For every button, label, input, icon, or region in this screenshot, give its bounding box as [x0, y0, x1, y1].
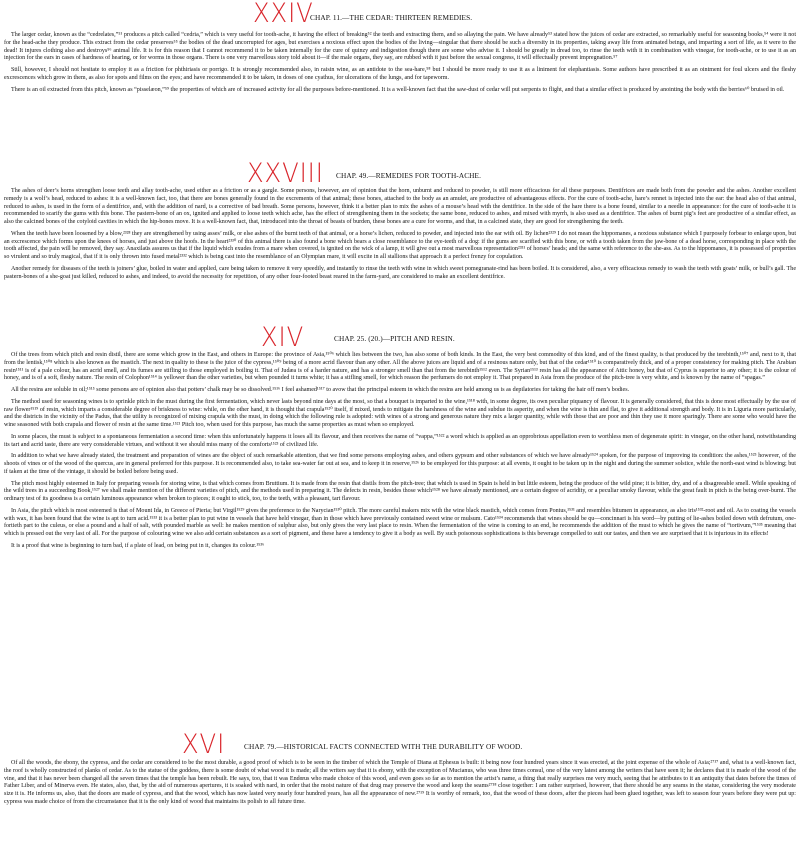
- paragraph: There is an oil extracted from this pitch, known as “pisselæon,”⁵⁹ the properties of which are of increased activity for all the purposes before-mentioned. It is a well-known fact that the saw-dust of cedar will put serpents to flight, and that a similar effect is produced by anointing the body with the berries⁶⁰ bruised in oil.: [11, 86, 785, 93]
- section-heading: [4, 2, 796, 32]
- roman-numeral-mark: XVI: [182, 729, 226, 760]
- paragraph: In Asia, the pitch which is most esteemed is that of Mount Ida, in Greece of Pieria; but Virgil¹⁵²⁹ gives the preference to the Narycian¹⁵³⁰ pitch. The more careful makers mix with the wine black mastich, which comes from Pontus,¹⁵³¹ and resembles bitumen in appearance, as also iris¹⁵³²-root and oil. As to coating the vessels with wax, it has been found that the wine is apt to turn acid.¹⁵³³ it is a better plan to put wine in vessels that have held vinegar, than in those which have previously contained sweet wine or mulsum. Cato¹⁵³⁴ recommends that wines should be qu—concinnari is his word—by putting of lie-ashes boiled down with defrutum, one-fortieth part to the culeus, or else a pound and a half of salt, with pounded marble as well: he makes mention of sulphur also, but only gives the very last place to resin. When the fermentation of the wine is coming to an end, he recommends the addition of the must to which he gives the name of “tortivum,”¹⁵³⁵ meaning that which is pressed out the very last of all. For the purpose of colouring wine we also add certain substances as a sort of pigment, and these have a tendency to give it a body as well. By such poisonous sophistications is this beverage compelled to suit our tastes, and then we are surprised that it is injurious in its effects!: [4, 507, 796, 537]
- paragraph: In some places, the must is subject to a spontaneous fermentation a second time: when this unfortunately happens it loses all its flavour, and then receives the name of “vappa,”¹⁵²² a word which is applied as an opprobrious appellation even to worthless men of degenerate spirit: in vinegar, on the other hand, notwithstanding its tart and acrid taste, there are very considerable virtues, and without it we should miss many of the comforts¹⁵²³ of civilized life.: [4, 433, 796, 448]
- section-cedar: [4, 2, 796, 98]
- paragraph: In addition to what we have already stated, the treatment and preparation of wines are the object of such remarkable attention, that we find some persons employing ashes, and others gypsum and other substances of which we have already¹⁵²⁴ spoken, for the purpose of improving its condition: the ashes,¹⁵²⁵ however, of the shoots of vines or of the wood of the quercus, are in general preferred for this purpose. It is recommended also, to take sea-water far out at sea, and to keep it in reserve,¹⁵²⁶ to be employed for this purpose: at all events, it ought to be taken up in the night and during the summer solstice, while the north-east wind is blowing; but if taken at the time of the vintage, it should be boiled before being used.: [4, 453, 796, 475]
- roman-numeral-mark: XXVIII: [247, 158, 324, 189]
- section-pitch-and-resin: [4, 322, 796, 555]
- section-heading: [4, 158, 796, 188]
- paragraph: Of the trees from which pitch and resin distil, there are some which grow in the East, and others in Europe: the province of Asia,¹⁵⁰⁶ which lies between the two, has also some of both kinds. In the East, the very best commodity of this kind, and of the finest quality, is that produced by the terebinth,¹⁵⁰⁷ and, next to it, that from the lentisk,¹⁵⁰⁸ which is also known as the mastich. The next in quality to these is the juice of the cypress,¹⁵⁰⁹ being of a more acrid flavour than any other. All the above juices are liquid and of a resinous nature only, but that of the cedar¹⁵¹⁰ is comparatively thick, and of a proper consistency for making pitch. The Arabian resin¹⁵¹¹ is of a pale colour, has an acrid smell, and its fumes are stifling to those employed in boiling it. That of Judæa is of a harder nature, and has a stronger smell than that from the terebinth¹⁵¹² even. The Syrian¹⁵¹³ resin has all the appearance of Attic honey, but that of Cyprus is superior to any other; it is the colour of honey, and is of a soft, fleshy nature. The resin of Colophon¹⁵¹⁴ is yellower than the other varieties, but when pounded it turns white; it has a stifling smell, for which reason the perfumers do not employ it. That prepared in Asia from the produce of the pitch-tree is very white, and is known by the name of “spagas.”: [4, 352, 796, 382]
- paragraph: The method used for seasoning wines is to sprinkle pitch in the must during the first fermentation, which never lasts beyond nine days at the most, so that a bouquet is imparted to the wine,¹⁵¹⁸ with, in some degree, its own peculiar piquancy of flavour. It is generally considered, that this is done most effectually by the use of raw flower¹⁵¹⁹ of resin, which imparts a considerable degree of briskness to wine: while, on the other hand, it is thought that crapula¹⁵²⁰ itself, if mixed, tends to mitigate the harshness of the wine and subdue its asperity, and when the wine is thin and flat, to give it additional strength and body. It is in Liguria more particularly, and the districts in the vicinity of the Padus, that the utility is recognized of mixing crapula with the must, in doing which the following rule is adopted: with wines of a strong and generous nature they mix a larger quantity, while with those that are poor and thin they use it more sparingly. There are some who would have the wine seasoned with both crapula and flower of resin at the same time.¹⁵²¹ Pitch too, when used for this purpose, has much the same properties as must when so employed.: [4, 398, 796, 428]
- roman-numeral-mark: XIV: [261, 322, 305, 353]
- paragraph: The larger cedar, known as the “cedrelates,”⁵¹ produces a pitch called “cedria,” which is very useful for tooth-ache, it having the effect of breaking⁵² the teeth and extracting them, and so allaying the pain. We have already⁵³ stated how the juices of cedar are extracted, so remarkably useful for seasoning books,⁵⁴ were it not for the head-ache they produce. This extract from the cedar preserves⁵⁵ the bodies of the dead uncorrupted for ages, but exercises a noxious effect upon the bodies of the living—singular that there should be such a diversity in its properties, taking away life from animated beings, and imparting a sort of life, as it were to the dead! It injures clothing also and destroys⁵⁶ animal life. It is for this reason that I cannot recommend it to be taken internally for the cure of quinzy and indigestion though there are some who advise it. I should be greatly in dread too, to rinse the teeth with it in combination with vinegar, for tooth-ache, or to use it as an injection for the ears in cases of hardness of hearing, or for worms in those organs. There is one very marvellous story told about it—if the male organs, they say, are rubbed with it just before the sexual congress, it will effectually prevent impregnation.⁵⁷: [4, 32, 796, 62]
- paragraph: Still, however, I should not hesitate to employ it as a friction for phthiriasis or porrigo. It is strongly recommended also, in raisin wine, as an antidote to the sea-hare,⁵⁸ but I should be more ready to use it as a liniment for elephantiasis. Some authors have prescribed it as an ointment for foul ulcers and the fleshy excrescences which grow in them, as also for spots and films on the eyes; and have recommended it to be taken, in doses of one cyathus, for ulcerations of the lungs, and for tapeworm.: [4, 67, 796, 81]
- paragraph: Of all the woods, the ebony, the cypress, and the cedar are considered to be the most durable, a good proof of which is to be seen in the timber of which the Temple of Diana at Ephesus is built: it being now four hundred years since it was erected, at the joint expense of the whole of Asia;²⁷¹⁷ and, what is a well-known fact, the roof is wholly constructed of planks of cedar. As to the statue of the goddess, there is some doubt of what wood it is made; all the writers say that it is ebony, with the exception of Mucianus, who was three times consul, one of the very latest among the writers that have seen it; he declares that it is made of the wood of the vine, and that it has never been changed all the seven times that the temple has been rebuilt. He says, too, that it was Endœus who made choice of this wood, and even goes so far as to mention the artist’s name, a thing that really surprises me very much, seeing that he attributes to it an antiquity that dates before the times of Father Liber, and of Minerva even. He states, also, that, by the aid of numerous apertures, it is soaked with nard, in order that the moist nature of that drug may preserve the wood and keep the seams²⁷¹⁸ close together: I am rather surprised, however, that there should be any seams in the statue, considering the very moderate size it is. He informs us, also, that the doors are made of cypress, and that the wood, which has now lasted very nearly four hundred years, has all the appearance of new.²⁷¹⁹ It is worthy of remark, too, that the wood of these doors, after the pieces had been glued together, was left to season four years before they were put up: cypress was made choice of from the circumstance that it is the only kind of wood that maintains its polish to all future time.: [4, 760, 796, 805]
- chapter-title: CHAP. 25. (20.)—PITCH AND RESIN.: [334, 334, 455, 343]
- section-durability-of-wood: [4, 730, 796, 811]
- roman-numeral-mark: XXIV: [253, 0, 314, 29]
- section-heading: [4, 730, 796, 760]
- chapter-title: CHAP. 79.—HISTORICAL FACTS CONNECTED WITH THE DURABILITY OF WOOD.: [244, 742, 523, 751]
- paragraph: Another remedy for diseases of the teeth is joiners’ glue, boiled in water and applied, care being taken to remove it very speedily, and instantly to rinse the teeth with wine in which sweet pomegranate-rind has been boiled. It is considered, also, a very efficacious remedy to wash the teeth with goats’ milk, or bull’s gall. The pastern-bones of a she-goat just killed, reduced to ashes, and indeed, to avoid the necessity for repetition, of any other four-footed beast reared in the farm-yard, are considered to make an excellent dentifrice.: [4, 265, 796, 280]
- paragraph: When the teeth have been loosened by a blow,²³²⁸ they are strengthened by using asses’ milk, or else ashes of the burnt teeth of that animal, or a horse’s lichen, reduced to powder, and injected into the ear with oil. By lichen²³²⁹ I do not mean the hippomanes, a noxious substance which I purposely forbear to enlarge upon, but an excrescence which forms upon the knees of horses, and just above the hoofs. In the heart²³³⁰ of this animal there is also found a bone which bears a close resemblance to the eye-teeth of a dog: if the gums are scarified with this bone, or with a tooth taken from the jaw-bone of a dead horse, corresponding in place with the tooth affected, the pain will be removed, they say. Anaxilaüs assures us that if the liquid which exudes from a mare when covered, is ignited on the wick of a lamp, it will give out a most marvellous representation²³³¹ of horses’ heads; and the same with reference to the she-ass. As to the hippomanes, it is possessed of properties so virulent and so truly magical, that if it is only thrown into fused metal²³³² which is being cast into the resemblance of an Olympian mare, it will excite in all stallions that approach it a perfect frenzy for copulation.: [4, 230, 796, 260]
- paragraph: The pitch most highly esteemed in Italy for preparing vessels for storing wine, is that which comes from Bruttium. It is made from the resin that distils from the pitch-tree; that which is used in Spain is held in but little esteem, being the produce of the wild pine; it is bitter, dry, and of a disagreeable smell. While speaking of the wild trees in a succeeding Book,¹⁵²⁷ we shall make mention of the different varieties of pitch, and the methods used in preparing it. The defects in resin, besides those which¹⁵²⁸ we have already mentioned, are a certain degree of acridity, or a peculiar smoky flavour, while the great fault in pitch is the being over-burnt. The ordinary test of its goodness is a certain luminous appearance when broken to pieces; it ought to stick, too, to the teeth, with a pleasant, tart flavour.: [4, 480, 796, 502]
- chapter-title: CHAP. 11.—THE CEDAR: THIRTEEN REMEDIES.: [310, 13, 473, 22]
- paragraph: All the resins are soluble in oil;¹⁵¹⁵ some persons are of opinion also that potters’ chalk may be so dissolved.¹⁵¹⁶ I feel ashamed¹⁵¹⁷ to avow that the principal esteem in which the resins are held among us is as depilatories for taking the hair off men’s bodies.: [11, 387, 630, 393]
- section-heading: [4, 322, 796, 352]
- chapter-title: CHAP. 49.—REMEDIES FOR TOOTH-ACHE.: [336, 171, 482, 180]
- paragraph: The ashes of deer’s horns strengthen loose teeth and allay tooth-ache, used either as a friction or as a gargle. Some persons, however, are of opinion that the horn, unburnt and reduced to powder, is still more efficacious for all these purposes. Dentifrices are made both from the powder and the ashes. Another excellent remedy is a wolf’s head, reduced to ashes: it is a well-known fact, too, that there are bones generally found in the excrements of that animal; these bones, attached to the body as an amulet, are productive of advantageous effects. For the cure of tooth-ache, hare’s rennet is injected into the ear: the head also of that animal, reduced to ashes, is used in the form of a dentifrice, and, with the addition of nard, is a corrective of bad breath. Some persons, however, think it a better plan to mix the ashes of a mouse’s head with the dentifrice. In the side of the hare there is a bone found, similar to a needle in appearance: for the cure of tooth-ache it is recommended to scarify the gums with this bone. The pastern-bone of an ox, ignited and applied to loose teeth which ache, has the effect of strengthening them in the sockets; the same bone, reduced to ashes, and mixed with myrrh, is also used as a dentifrice. The ashes of burnt pig’s feet are productive of a similar effect, as also the calcined bones of the cotyloid cavities in which the hip-bones move. It is a well-known fact, that, introduced into the throat of beasts of burden, these bones are a cure for worms, and that, in a calcined state, they are good for strengthening the teeth.: [4, 188, 796, 225]
- section-tooth-ache: [4, 158, 796, 285]
- paragraph: It is a proof that wine is beginning to turn bad, if a plate of lead, on being put in it, changes its colour.¹⁵³⁶: [11, 542, 265, 549]
